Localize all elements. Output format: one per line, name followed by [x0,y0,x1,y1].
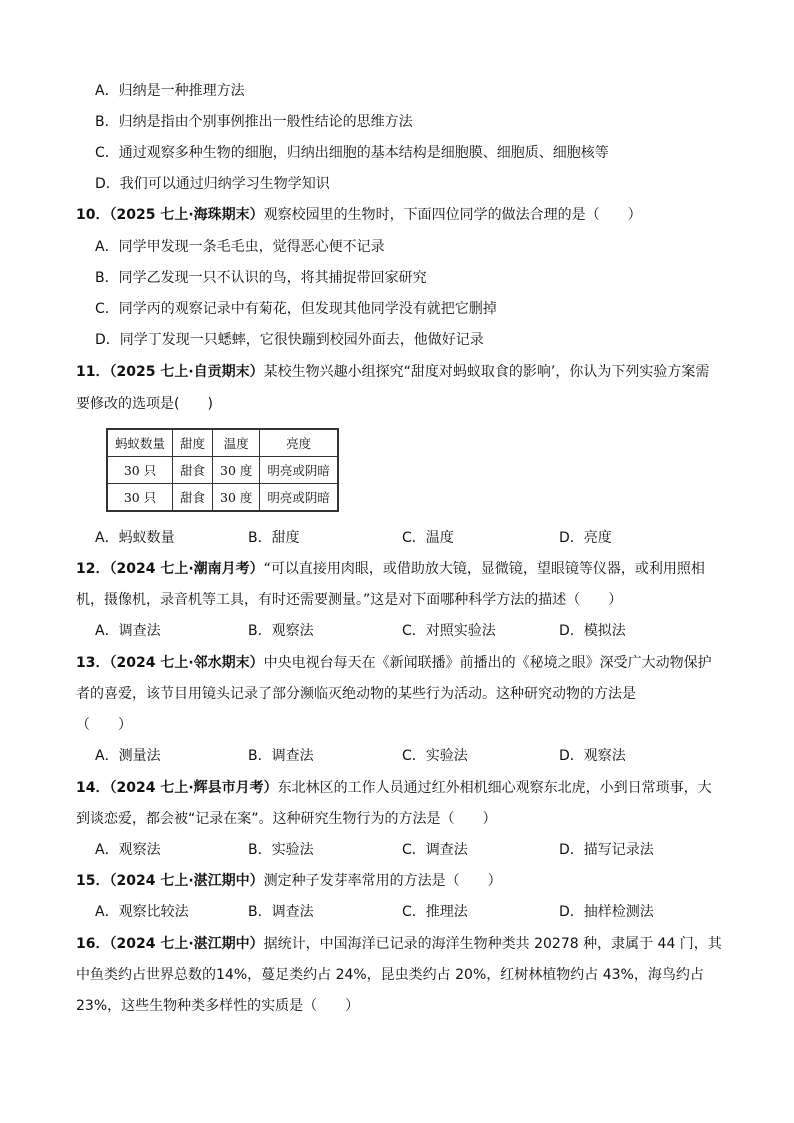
table-row [107,484,338,512]
question-number: 10． [76,207,110,223]
q10-option-a: A．同学甲发现一条毛毛虫，觉得恶心便不记录 [95,239,385,255]
q15-options [95,902,755,922]
question-stem: 某校生物兴趣小组探究“甜度对蚂蚁取食的影响’，你认为下列实验方案需 [263,364,710,380]
q15-option-b: B．调查法 [248,904,314,920]
experiment-table [106,428,339,512]
q11-option-b: B．甜度 [248,530,300,546]
question-13-stem-cont: 者的喜爱，该节目用镜头记录了部分濒临灭绝动物的某些行为活动。这种研究动物的方法是 [76,686,636,702]
q14-option-a: A．观察法 [95,842,161,858]
q11-option-d: D．亮度 [559,530,612,546]
q15-option-d: D．抽样检测法 [559,904,654,920]
table-cell: 甜食 [173,484,213,512]
q13-option-b: B．调查法 [248,748,314,764]
q11-option-c: C．温度 [402,530,454,546]
q12-option-b: B．观察法 [248,623,314,639]
q9-option-b: B．归纳是指由个别事例推出一般性结论的思维方法 [95,114,413,130]
question-number: 12． [76,561,110,577]
question-13 [76,653,712,673]
question-number: 14． [76,780,110,796]
q11-option-a: A．蚂蚁数量 [95,530,175,546]
question-stem: 中央电视台每天在《新闻联播》前播出的《秘境之眼》深受广大动物保护 [263,655,712,671]
question-stem: 观察校园里的生物时，下面四位同学的做法合理的是（ ） [263,207,642,223]
q10-option-d: D．同学丁发现一只蟋蟀，它很快蹦到校园外面去，他做好记录 [95,332,484,348]
q13-options [95,746,755,766]
table-header-cell: 甜度 [173,429,213,457]
question-stem: “可以直接用肉眼，或借助放大镜，显微镜，望眼镜等仪器，或利用照相 [263,561,705,577]
question-16 [76,934,722,954]
question-13-answer-blank: （ ） [76,717,132,733]
table-cell: 甜食 [173,457,213,484]
question-14-stem-cont: 到谈恋爱，都会被“记录在案”。这种研究生物行为的方法是（ ） [76,811,497,827]
q13-option-a: A．测量法 [95,748,161,764]
question-number: 11． [76,364,110,380]
table-row [107,457,338,484]
table-header-cell: 亮度 [260,429,338,457]
question-number: 13． [76,655,110,671]
table-header-row [107,429,338,457]
question-stem: 据统计，中国海洋已记录的海洋生物种类共 20278 种，隶属于 44 门，其 [263,936,722,952]
table-cell: 明亮或阴暗 [260,457,338,484]
q12-option-c: C．对照实验法 [402,623,496,639]
table-cell: 30 只 [107,457,173,484]
q14-options [95,840,755,860]
q9-option-a: A．归纳是一种推理方法 [95,83,245,99]
q15-option-a: A．观察比较法 [95,904,189,920]
q9-option-c: C．通过观察多种生物的细胞，归纳出细胞的基本结构是细胞膜、细胞质、细胞核等 [95,145,609,161]
question-stem: 东北林区的工作人员通过红外相机细心观察东北虎，小到日常琐事，大 [277,780,712,796]
q9-option-d: D．我们可以通过归纳学习生物学知识 [95,176,330,192]
q14-option-b: B．实验法 [248,842,314,858]
question-10 [76,205,642,225]
q12-option-d: D．模拟法 [559,623,626,639]
table-cell: 明亮或阴暗 [260,484,338,512]
question-source: （2024 七上·邻水期末） [109,655,264,671]
question-12-stem-cont: 机，摄像机，录音机等工具，有时还需要测量。”这是对下面哪种科学方法的描述（ ） [76,592,623,608]
q13-option-d: D．观察法 [559,748,626,764]
question-source: （2024 七上·潮南月考） [109,561,264,577]
question-14 [76,778,712,798]
question-15 [76,871,502,891]
table-cell: 30 只 [107,484,173,512]
question-stem: 测定种子发芽率常用的方法是（ ） [263,873,502,889]
q10-option-b: B．同学乙发现一只不认识的鸟，将其捕捉带回家研究 [95,270,427,286]
table-cell: 30 度 [213,484,260,512]
q12-options [95,621,755,641]
question-source: （2024 七上·湛江期中） [109,936,264,952]
q10-option-c: C．同学丙的观察记录中有菊花，但发现其他同学没有就把它删掉 [95,301,497,317]
question-source: （2024 七上·湛江期中） [109,873,264,889]
question-16-stem-cont: 中鱼类约占世界总数的14%，蔓足类约占 24%，昆虫类约占 20%，红树林植物约占 43%，海鸟约占 [76,967,704,983]
question-number: 16． [76,936,110,952]
q15-option-c: C．推理法 [402,904,468,920]
table-header-cell: 蚂蚁数量 [107,429,173,457]
question-12 [76,559,705,579]
table-header-cell: 温度 [213,429,260,457]
q12-option-a: A．调查法 [95,623,161,639]
q14-option-c: C．调查法 [402,842,468,858]
question-16-stem-end: 23%，这些生物种类多样性的实质是（ ） [76,998,360,1014]
question-11 [76,362,709,382]
q14-option-d: D．描写记录法 [559,842,654,858]
table-cell: 30 度 [213,457,260,484]
question-source: （2025 七上·自贡期末） [109,364,264,380]
q11-options [95,528,755,548]
question-number: 15． [76,873,110,889]
question-source: （2024 七上·辉县市月考） [109,780,278,796]
question-11-stem-cont: 要修改的选项是( ) [76,396,213,412]
question-source: （2025 七上·海珠期末） [109,207,264,223]
q13-option-c: C．实验法 [402,748,468,764]
